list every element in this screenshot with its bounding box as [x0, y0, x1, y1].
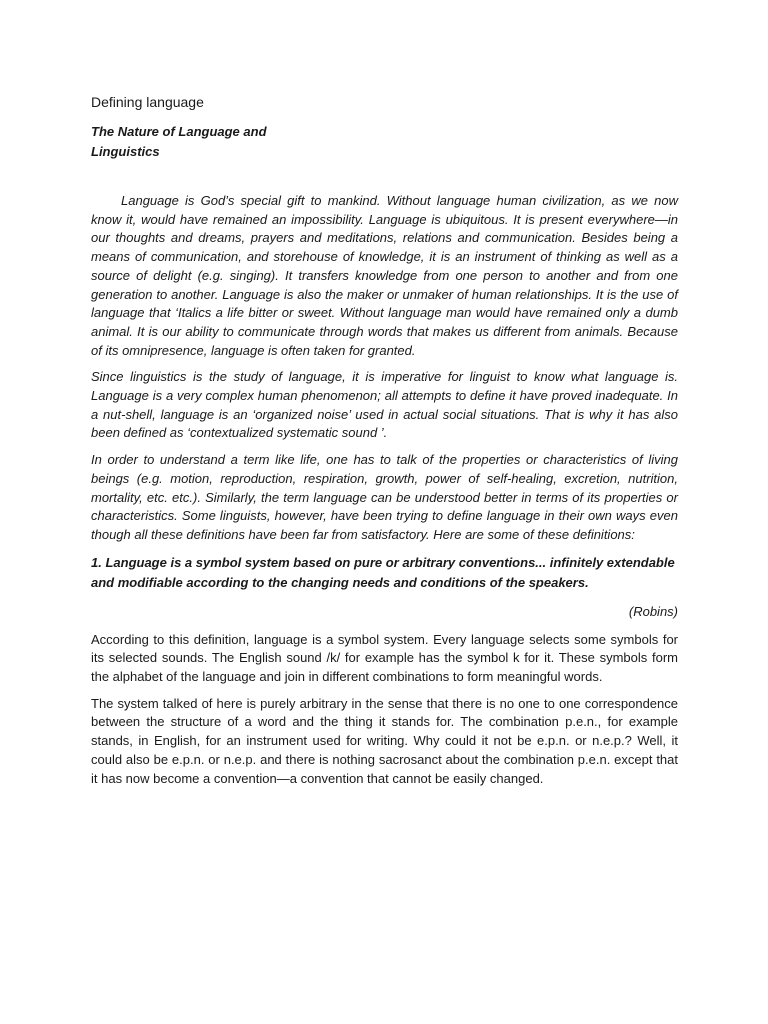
paragraph-properties: In order to understand a term like life, one has to talk of the properties or characteristics of living beings (e.g. motion, reproduction, respiration, growth, power of self-healing, excretion, nutrition, mortality, etc. etc.). Similarly, the term language can be understood better in terms of its properties or characteristics. Some linguists, however, have been trying to define language in their own ways even though all these definitions have been far from satisfactory. Here are some of these definitions:: [91, 452, 678, 542]
definition-1-attribution: (Robins): [628, 603, 678, 619]
document-page: [91, 92, 678, 796]
paragraph-arbitrary: The system talked of here is purely arbitrary in the sense that there is no one to one correspondence between the structure of a word and the thing it stands for. The combination p.e.n., for example stands, in English, for an instrument used for writing. Why could it not be e.p.n. or n.e.p.? Well, it could also be e.p.n. or n.e.p. and there is nothing sacrosanct about the combination p.e.n. except that it has now become a convention—a convention that cannot be easily changed.: [91, 695, 678, 786]
section-heading: The Nature of Language and Linguistics: [91, 124, 267, 159]
paragraph-intro: Language is God’s special gift to mankind. Without language human civilization, as we now know it, would have remained an impossibility. Language is ubiquitous. It is present everywhere—in our thoughts and dreams, prayers and meditations, relations and communication. Besides being a means of communication, and storehouse of knowledge, it is an instrument of thinking as well as a source of delight (e.g. singing). It transfers knowledge from one person to another and from one generation to another. Language is also the maker or unmaker of human relationships. It is the use of language that ‘Italics a life bitter or sweet. Without language man would have remained only a dumb animal. It is our ability to communicate through words that makes us different from animals. Because of its omnipresence, language is often taken for granted.: [91, 193, 678, 358]
definition-1: 1. Language is a symbol system based on pure or arbitrary conventions... infinitely extendable and modifiable according to the changing needs and conditions of the speakers.: [91, 554, 675, 590]
paragraph-symbol-system: According to this definition, language is a symbol system. Every language selects some symbols for its selected sounds. The English sound /k/ for example has the symbol k for it. These symbols form the alphabet of the language and join in different combinations to form meaningful words.: [91, 631, 678, 685]
paragraph-linguistics: Since linguistics is the study of language, it is imperative for linguist to know what language is. Language is a very complex human phenomenon; all attempts to define it have proved inadequate. In a nut-shell, language is an ‘organized noise’ used in actual social situations. That is why it has also been defined as ‘contextualized systematic sound ’.: [91, 369, 678, 441]
document-title: Defining language: [91, 94, 204, 110]
